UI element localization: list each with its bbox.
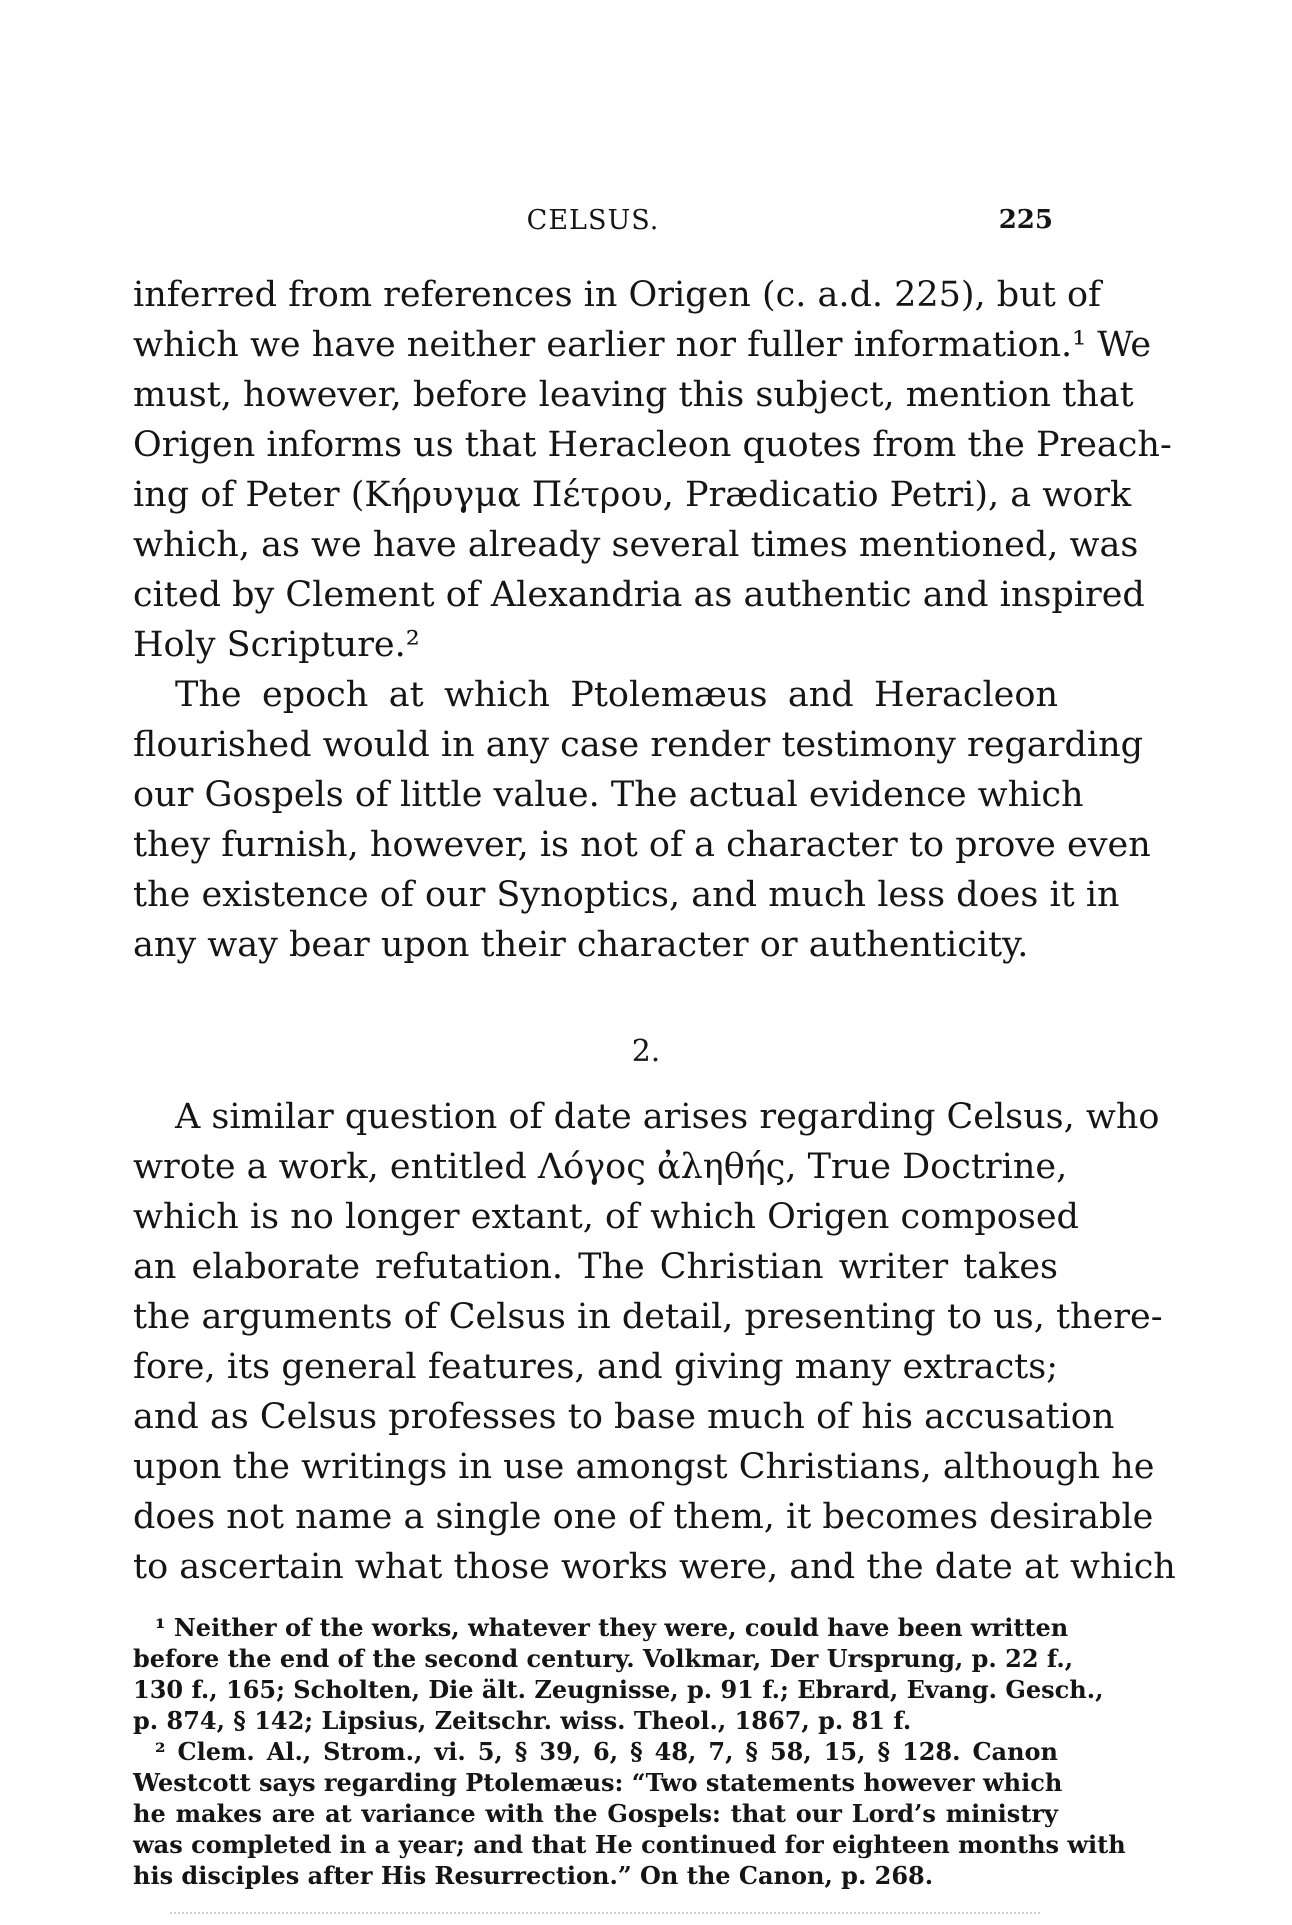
section-number: 2. <box>631 1034 661 1069</box>
text-line: cited by Clement of Alexandria as authentic and inspired <box>133 575 1145 615</box>
footnote-line: ¹ Neither of the works, whatever they were, could have been written <box>155 1613 1069 1642</box>
running-title: CELSUS. <box>526 205 660 236</box>
text-line: to ascertain what those works were, and the date at which <box>133 1547 1176 1587</box>
footnote-line: ² Clem. Al., Strom., vi. 5, § 39, 6, § 48, 7, § 58, 15, § 128. Canon <box>155 1737 1058 1766</box>
text-line: they furnish, however, is not of a character to prove even <box>133 825 1151 865</box>
page-header <box>133 205 1053 245</box>
text-line: which is no longer extant, of which Origen composed <box>133 1197 1079 1237</box>
text-line: upon the writings in use amongst Christians, although he <box>133 1447 1155 1487</box>
text-line: inferred from references in Origen (c. a.d. 225), but of <box>133 275 1101 315</box>
text-line: an elaborate refutation. The Christian writer takes <box>133 1247 1058 1287</box>
footnotes <box>133 1612 1126 1891</box>
text-line: ing of Peter (Κήρυγμα Πέτρου, Prædicatio Petri), a work <box>133 475 1132 515</box>
text-line: fore, its general features, and giving many extracts; <box>133 1347 1058 1387</box>
paragraph-1 <box>133 270 1172 670</box>
paragraph-3 <box>133 1092 1176 1592</box>
text-line: which, as we have already several times mentioned, was <box>133 525 1139 565</box>
text-line: must, however, before leaving this subject, mention that <box>133 375 1134 415</box>
paragraph-2 <box>133 670 1151 970</box>
bottom-edge-marks <box>170 1912 1040 1920</box>
text-line: flourished would in any case render testimony regarding <box>133 725 1144 765</box>
body-text <box>133 270 1172 970</box>
text-line: The epoch at which Ptolemæus and Heracleon <box>175 675 1058 715</box>
text-line: the existence of our Synoptics, and much less does it in <box>133 875 1120 915</box>
text-line: Holy Scripture.² <box>133 625 420 665</box>
footnote-line: was completed in a year; and that He continued for eighteen months with <box>133 1830 1126 1859</box>
text-line: does not name a single one of them, it becomes desirable <box>133 1497 1154 1537</box>
text-line: any way bear upon their character or authenticity. <box>133 925 1029 965</box>
text-line: the arguments of Celsus in detail, presenting to us, there- <box>133 1297 1163 1337</box>
text-line: Origen informs us that Heracleon quotes from the Preach- <box>133 425 1172 465</box>
footnote-line: 130 f., 165; Scholten, Die ält. Zeugnisse, p. 91 f.; Ebrard, Evang. Gesch., <box>133 1675 1104 1704</box>
text-line: and as Celsus professes to base much of his accusation <box>133 1397 1115 1437</box>
footnote-line: p. 874, § 142; Lipsius, Zeitschr. wiss. Theol., 1867, p. 81 f. <box>133 1706 912 1735</box>
footnote-line: he makes are at variance with the Gospels: that our Lord’s ministry <box>133 1799 1058 1828</box>
text-line: A similar question of date arises regarding Celsus, who <box>175 1097 1160 1137</box>
text-line: wrote a work, entitled Λόγος ἀληθής, True Doctrine, <box>133 1147 1068 1187</box>
footnote-line: his disciples after His Resurrection.” On the Canon, p. 268. <box>133 1861 934 1890</box>
text-line: which we have neither earlier nor fuller information.¹ We <box>133 325 1152 365</box>
footnote-line: before the end of the second century. Volkmar, Der Ursprung, p. 22 f., <box>133 1644 1074 1673</box>
footnote-line: Westcott says regarding Ptolemæus: “Two statements however which <box>133 1768 1063 1797</box>
page-number: 225 <box>998 205 1053 235</box>
text-line: our Gospels of little value. The actual evidence which <box>133 775 1084 815</box>
